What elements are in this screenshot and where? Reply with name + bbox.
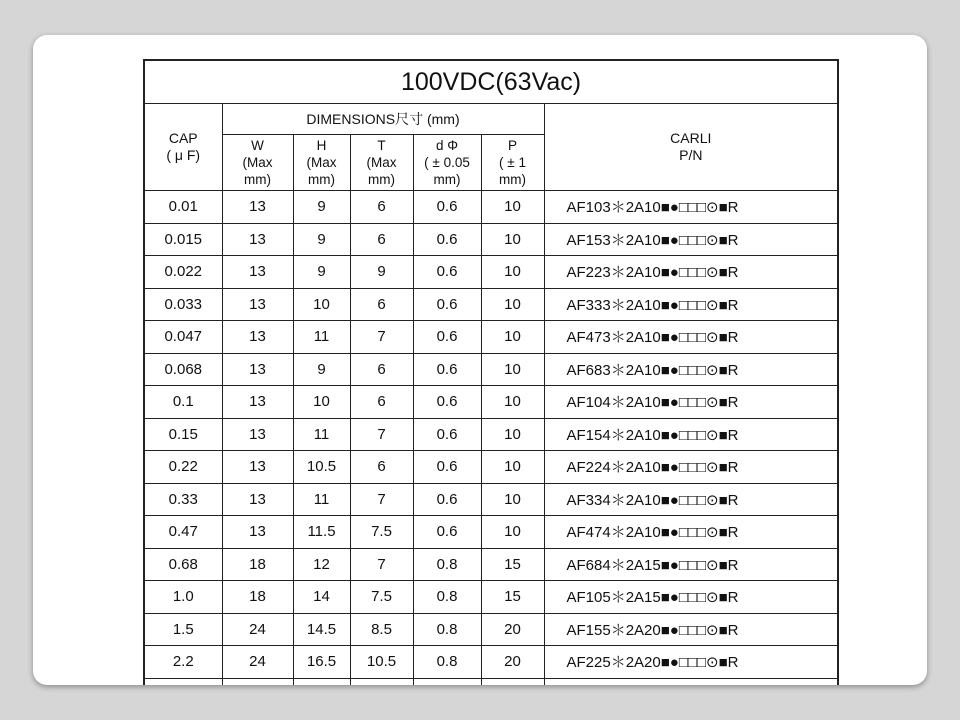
w-cell: 24	[222, 646, 293, 679]
p-cell: 10	[481, 256, 544, 289]
table-row	[144, 386, 838, 419]
spec-table	[143, 59, 839, 685]
h-cell: 14.5	[293, 613, 350, 646]
part-number-cell: AF683＊2A10■●□□□⊙■R	[544, 353, 838, 386]
p-cell: 20	[481, 613, 544, 646]
d-header: d Φ ( ± 0.05 mm)	[413, 135, 481, 191]
table-row	[144, 483, 838, 516]
w-cell: 13	[222, 191, 293, 224]
cap-cell: 0.1	[144, 386, 222, 419]
part-number-cell: AF154＊2A10■●□□□⊙■R	[544, 418, 838, 451]
cap-cell: 0.047	[144, 321, 222, 354]
t-cell: 6	[350, 353, 413, 386]
t-cell: 6	[350, 386, 413, 419]
cap-cell: 0.15	[144, 418, 222, 451]
w-cell: 13	[222, 321, 293, 354]
cap-cell: 1.0	[144, 581, 222, 614]
h-cell: 9	[293, 353, 350, 386]
w-cell: 13	[222, 288, 293, 321]
table-row	[144, 191, 838, 224]
h-cell: 11	[293, 418, 350, 451]
w-cell: 13	[222, 386, 293, 419]
t-cell: 7	[350, 548, 413, 581]
t-cell: 7	[350, 418, 413, 451]
p-cell: 10	[481, 516, 544, 549]
p-cell: 10	[481, 483, 544, 516]
h-cell: 16.5	[293, 646, 350, 679]
table-row	[144, 288, 838, 321]
p-cell: 10	[481, 321, 544, 354]
table-row	[144, 451, 838, 484]
w-cell: 13	[222, 353, 293, 386]
table-row	[144, 516, 838, 549]
cap-cell: 0.068	[144, 353, 222, 386]
cap-cell: 0.47	[144, 516, 222, 549]
cap-cell: 0.01	[144, 191, 222, 224]
d-cell: 0.6	[413, 256, 481, 289]
t-cell: 9	[350, 256, 413, 289]
part-number-cell: AF333＊2A10■●□□□⊙■R	[544, 288, 838, 321]
w-header: W (Max mm)	[222, 135, 293, 191]
d-cell: 0.6	[413, 353, 481, 386]
cap-header: CAP ( μ F)	[144, 104, 222, 191]
t-cell: 6	[350, 191, 413, 224]
h-cell: 10	[293, 386, 350, 419]
cap-cell: 2.2	[144, 646, 222, 679]
d-cell: 0.6	[413, 418, 481, 451]
table-row	[144, 256, 838, 289]
t-cell: 7	[350, 321, 413, 354]
w-cell: 18	[222, 581, 293, 614]
d-cell: 0.6	[413, 191, 481, 224]
part-number-cell: AF223＊2A10■●□□□⊙■R	[544, 256, 838, 289]
t-cell: 6	[350, 288, 413, 321]
cap-cell: 0.022	[144, 256, 222, 289]
w-cell: 13	[222, 223, 293, 256]
d-cell: 0.6	[413, 223, 481, 256]
h-cell: 14	[293, 581, 350, 614]
h-header: H (Max mm)	[293, 135, 350, 191]
part-number-cell: AF155＊2A20■●□□□⊙■R	[544, 613, 838, 646]
p-cell: 15	[481, 548, 544, 581]
part-number-cell: AF103＊2A10■●□□□⊙■R	[544, 191, 838, 224]
t-cell: 10.5	[350, 646, 413, 679]
d-cell: 0.6	[413, 386, 481, 419]
p-cell: 20	[481, 646, 544, 679]
table-row	[144, 223, 838, 256]
p-cell: 10	[481, 191, 544, 224]
h-cell: 9	[293, 191, 350, 224]
cap-cell: 0.033	[144, 288, 222, 321]
t-cell: 7.5	[350, 516, 413, 549]
h-cell: 11	[293, 321, 350, 354]
t-header: T (Max mm)	[350, 135, 413, 191]
h-cell: 10	[293, 288, 350, 321]
table-row	[144, 613, 838, 646]
t-cell: 8.5	[350, 613, 413, 646]
part-number-cell: AF474＊2A10■●□□□⊙■R	[544, 516, 838, 549]
cap-cell: 0.015	[144, 223, 222, 256]
d-cell: 0.6	[413, 451, 481, 484]
spec-table-container	[143, 59, 839, 685]
part-number-cell: AF684＊2A15■●□□□⊙■R	[544, 548, 838, 581]
t-cell: 6	[350, 223, 413, 256]
d-cell: 0.6	[413, 321, 481, 354]
h-cell: 9	[293, 223, 350, 256]
w-cell: 24	[222, 613, 293, 646]
w-cell: 13	[222, 451, 293, 484]
w-cell: 13	[222, 483, 293, 516]
p-cell: 10	[481, 418, 544, 451]
table-row	[144, 418, 838, 451]
h-cell: 9	[293, 256, 350, 289]
d-cell: 0.8	[413, 581, 481, 614]
dimensions-header: DIMENSIONS尺寸 (mm)	[222, 104, 544, 135]
table-row	[144, 581, 838, 614]
p-cell: 10	[481, 386, 544, 419]
cap-cell: 1.5	[144, 613, 222, 646]
h-cell: 11.5	[293, 516, 350, 549]
h-cell: 12	[293, 548, 350, 581]
t-cell: 7	[350, 483, 413, 516]
table-title: 100VDC(63Vac)	[144, 60, 838, 104]
p-cell: 10	[481, 451, 544, 484]
p-cell: 10	[481, 288, 544, 321]
h-cell: 10.5	[293, 451, 350, 484]
cap-cell: 0.33	[144, 483, 222, 516]
d-cell: 0.6	[413, 288, 481, 321]
t-cell: 6	[350, 451, 413, 484]
table-body	[144, 191, 838, 686]
h-cell: 11	[293, 483, 350, 516]
part-number-cell: AF105＊2A15■●□□□⊙■R	[544, 581, 838, 614]
slide-card	[33, 35, 927, 685]
table-row	[144, 321, 838, 354]
d-cell: 0.6	[413, 516, 481, 549]
w-cell: 13	[222, 516, 293, 549]
d-cell: 0.8	[413, 613, 481, 646]
part-number-cell: AF225＊2A20■●□□□⊙■R	[544, 646, 838, 679]
w-cell: 13	[222, 418, 293, 451]
part-number-cell: AF334＊2A10■●□□□⊙■R	[544, 483, 838, 516]
carli-pn-header: CARLI P/N	[544, 104, 838, 191]
w-cell: 13	[222, 256, 293, 289]
part-number-cell: AF153＊2A10■●□□□⊙■R	[544, 223, 838, 256]
d-cell: 0.6	[413, 483, 481, 516]
table-row-partial	[144, 678, 838, 685]
t-cell: 7.5	[350, 581, 413, 614]
part-number-cell: AF224＊2A10■●□□□⊙■R	[544, 451, 838, 484]
part-number-cell: AF473＊2A10■●□□□⊙■R	[544, 321, 838, 354]
table-row	[144, 353, 838, 386]
cap-cell: 0.22	[144, 451, 222, 484]
table-row	[144, 646, 838, 679]
cap-cell: 0.68	[144, 548, 222, 581]
p-cell: 15	[481, 581, 544, 614]
d-cell: 0.8	[413, 646, 481, 679]
part-number-cell: AF104＊2A10■●□□□⊙■R	[544, 386, 838, 419]
w-cell: 18	[222, 548, 293, 581]
p-cell: 10	[481, 353, 544, 386]
p-header: P ( ± 1 mm)	[481, 135, 544, 191]
p-cell: 10	[481, 223, 544, 256]
d-cell: 0.8	[413, 548, 481, 581]
table-row	[144, 548, 838, 581]
